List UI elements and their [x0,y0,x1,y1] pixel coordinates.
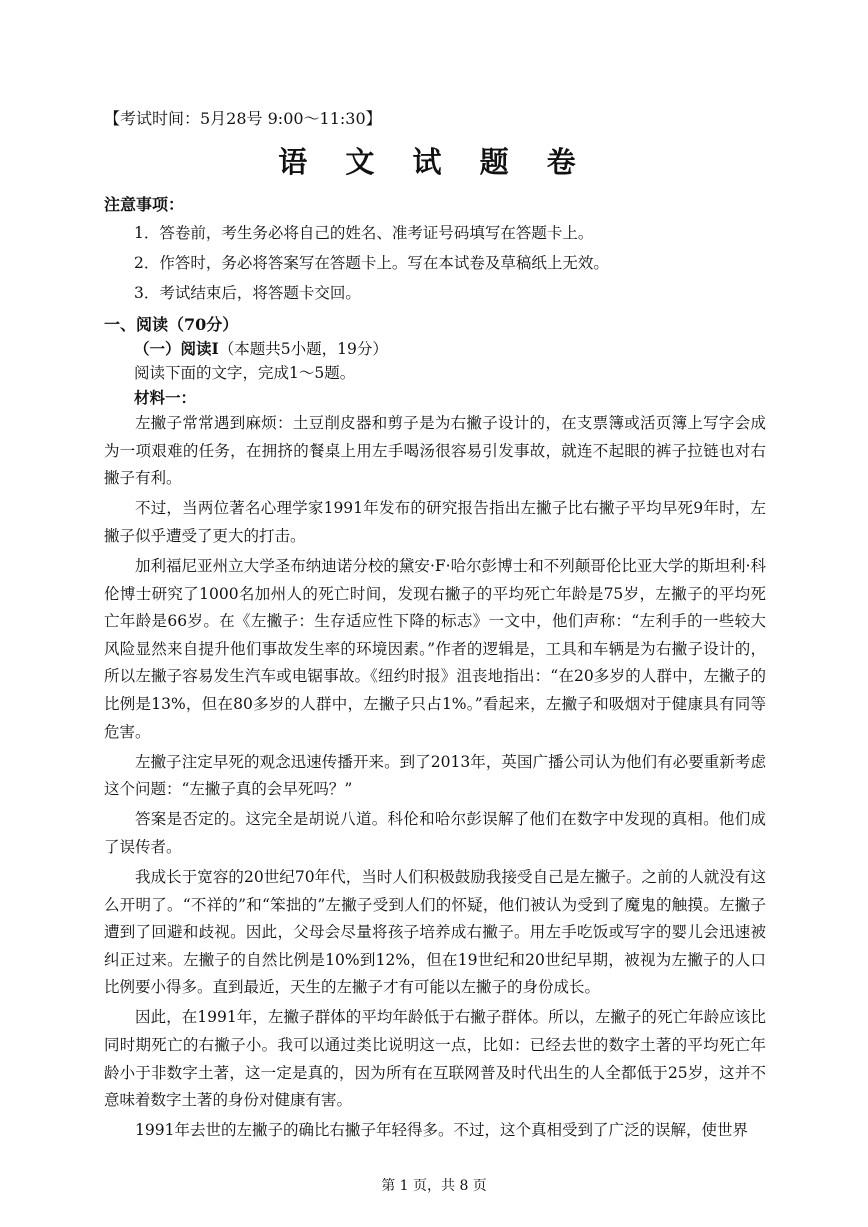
material-label: 材料一： [134,388,197,407]
paragraph: 左撇子注定早死的观念迅速传播开来。到了2013年，英国广播公司认为他们有必要重新考虑这个问题：“左撇子真的会早死吗？” [104,752,766,799]
paragraph: 因此，在1991年，左撇子群体的平均年龄低于右撇子群体。所以，左撇子的死亡年龄应该比同时期死亡的右撇子小。我可以通过类比说明这一点，比如：已经去世的数字土著的平均死亡年龄小于非数字土著，这一定是真的，因为所有在互联网普及时代出生的人全都低于25岁，这并不意味着数字土著的身份对健康有害。 [104,1008,766,1110]
paragraph: 加利福尼亚州立大学圣布纳迪诺分校的黛安·F·哈尔彭博士和不列颠哥伦比亚大学的斯坦利·科伦博士研究了1000名加州人的死亡时间，发现右撇子的平均死亡年龄是75岁，左撇子的平均死亡年龄是66岁。在《左撇子：生存适应性下降的标志》一文中，他们声称：“左利手的一些较大风险显然来自提升他们事故发生率的环境因素。”作者的逻辑是，工具和车辆是为右撇子设计的，所以左撇子容易发生汽车或电锯事故。《纽约时报》沮丧地指出：“在20多岁的人群中，左撇子的比例是13%，但在80多岁的人群中，左撇子只占1%。”看起来，左撇子和吸烟对于健康具有同等危害。 [104,556,766,741]
exam-time: 【考试时间：5月28号 9:00～11:30】 [104,109,382,128]
sub-heading-detail: （本题共5小题，19分） [218,340,388,358]
paragraph: 我成长于宽容的20世纪70年代，当时人们积极鼓励我接受自己是左撇子。之前的人就没有这么开明了。“不祥的”和“笨拙的”左撇子受到人们的怀疑，他们被认为受到了魔鬼的触摸。左撇子遭到了回避和歧视。因此，父母会尽量将孩子培养成右撇子。用左手吃饭或写字的婴儿会迅速被纠正过来。左撇子的自然比例是10%到12%，但在19世纪和20世纪早期，被视为左撇子的人口比例要小得多。直到最近，天生的左撇子才有可能以左撇子的身份成长。 [104,868,766,997]
notice-item: 3．考试结束后，将答题卡交回。 [134,284,361,302]
material-body [104,410,766,1147]
notice-item: 1．答卷前，考生务必将自己的姓名、准考证号码填写在答题卡上。 [134,224,594,242]
notice-list [134,218,609,308]
notice-item: 2．作答时，务必将答案写在答题卡上。写在本试卷及草稿纸上无效。 [134,254,609,272]
reading-instruction: 阅读下面的文字，完成1～5题。 [134,364,356,382]
sub-heading [134,337,388,359]
paragraph: 左撇子常常遇到麻烦：土豆削皮器和剪子是为右撇子设计的，在支票簿或活页簿上写字会成为一项艰难的任务，在拥挤的餐桌上用左手喝汤很容易引发事故，就连不起眼的裤子拉链也对右撇子有利。 [104,414,766,488]
notice-heading: 注意事项： [104,195,185,214]
paragraph: 1991年去世的左撇子的确比右撇子年轻得多。不过，这个真相受到了广泛的误解，使世界 [135,1121,748,1140]
sub-heading-label: （一）阅读Ⅰ [134,339,219,358]
paragraph: 答案是否定的。这完全是胡说八道。科伦和哈尔彭误解了他们在数字中发现的真相。他们成了误传者。 [104,810,766,856]
section-heading: 一、阅读（70分） [104,315,239,334]
page-title: 语 文 试 题 卷 [278,145,590,179]
page-footer: 第 1 页，共 8 页 [381,1178,487,1194]
paragraph: 不过，当两位著名心理学家1991年发布的研究报告指出左撇子比右撇子平均早死9年时，左撇子似乎遭受了更大的打击。 [104,499,766,545]
